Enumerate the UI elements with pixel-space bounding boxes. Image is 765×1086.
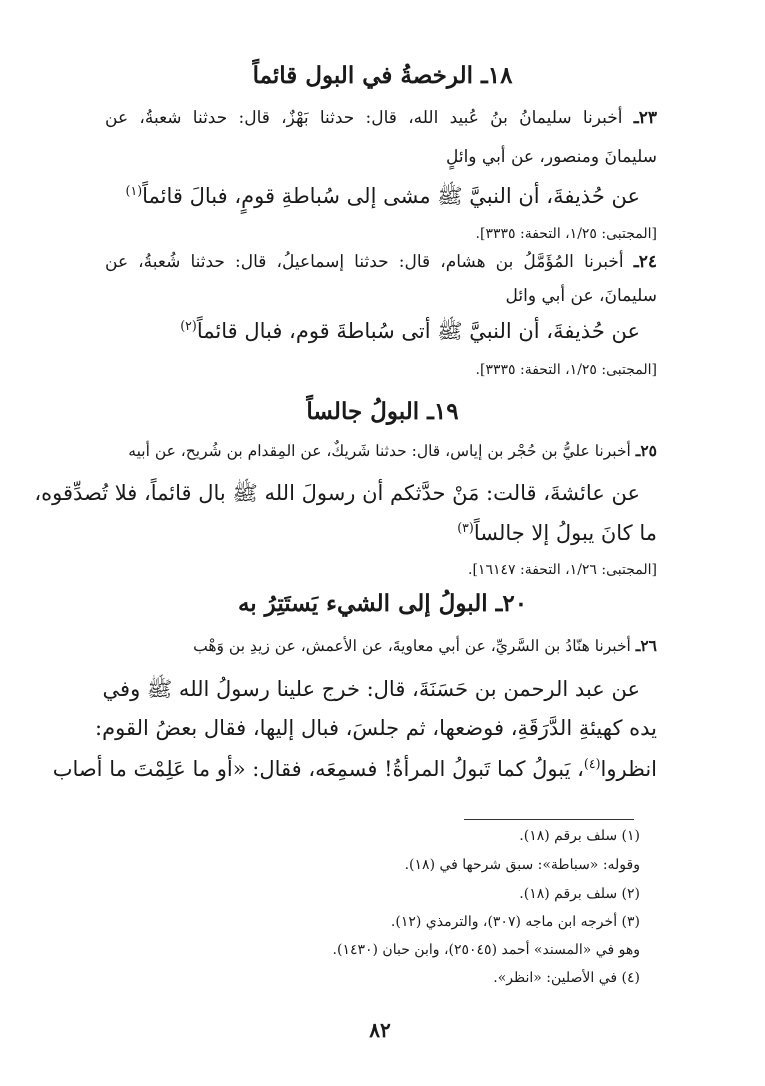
footnote-marker-2: (٢) [180, 318, 197, 333]
hadith-23-number: ٢٣ـ [633, 108, 657, 128]
hadith-25-reference: [المجتبى: ١/٢٦، التحفة: ١٦١٤٧]. [468, 562, 657, 578]
hadith-24-isnad-line-2: سليمانَ، عن أبي وائل [505, 286, 657, 306]
footnote-3: (٣) أخرجه ابن ماجه (٣٠٧)، والترمذي (١٢). [390, 914, 640, 930]
hadith-23-reference: [المجتبى: ١/٢٥، التحفة: ٣٣٣٥]. [475, 226, 657, 242]
hadith-26-number: ٢٦ـ [635, 636, 657, 655]
hadith-24-isnad-line-1 [105, 252, 657, 272]
footnote-marker-3: (٣) [457, 520, 474, 535]
page-number: ٨٢ [369, 1018, 391, 1042]
hadith-26-matn-word: انظروا [600, 757, 657, 781]
footnote-2: (٢) سلف برقم (١٨). [519, 886, 640, 902]
footnote-marker-1: (١) [125, 183, 143, 198]
hadith-26-isnad-line [105, 636, 657, 655]
footnote-4: (٤) في الأصلين: «انظر». [493, 970, 640, 986]
hadith-26-matn-line-1: عن عبد الرحمن بن حَسَنَةَ، قال: خرج علينا رسولُ الله ﷺ وفي [102, 677, 640, 701]
hadith-24-reference: [المجتبى: ١/٢٥، التحفة: ٣٣٣٥]. [475, 362, 657, 378]
hadith-23-matn-text: عن حُذيفةَ، أن النبيَّ ﷺ مشى إلى سُباطةِ قومٍ، فبالَ قائماً [142, 184, 640, 208]
hadith-25-matn-line-2 [105, 520, 657, 545]
footnote-1: (١) سلف برقم (١٨). [519, 828, 640, 844]
hadith-23-isnad-line-1 [105, 108, 657, 128]
hadith-25-number: ٢٥ـ [635, 441, 657, 460]
hadith-23-isnad-text: أخبرنا سليمانُ بنُ عُبيد الله، قال: حدثنا بَهْزٌ، قال: حدثنا شعبةُ، عن [105, 108, 623, 128]
hadith-25-matn-line-1: عن عائشةَ، قالت: مَنْ حدَّثكم أن رسولَ الله ﷺ بال قائماً، فلا تُصدِّقوه، [34, 481, 640, 505]
hadith-26-matn-line-2: يده كهيئةِ الدَّرَقَةِ، فوضعها، ثم جلسَ، فبال إليها، فقال بعضُ القوم: [95, 716, 657, 740]
hadith-23-matn [105, 183, 640, 214]
hadith-25-isnad-text: أخبرنا عليُّ بن حُجْر بن إياس، قال: حدثنا شَريكٌ، عن المِقدام بن شُريح، عن أبيه [128, 442, 631, 460]
hadith-26-matn-line-3 [52, 756, 657, 781]
footnote-divider [464, 819, 634, 820]
hadith-24-isnad-text: أخبرنا المُؤَمَّلُ بن هشام، قال: حدثنا إسماعيلُ، قال: حدثنا شُعبةُ، عن [105, 252, 624, 272]
hadith-23-isnad-line-2: سليمانَ ومنصور، عن أبي وائلٍ [445, 147, 657, 167]
section-18-heading: ١٨ـ الرخصةُ في البول قائماً [252, 62, 513, 89]
hadith-24-matn [105, 318, 640, 349]
hadith-25-isnad-line [105, 441, 657, 460]
hadith-26-isnad-text: أخبرنا هنّادُ بن السَّريِّ، عن أبي معاويةَ، عن الأعمش، عن زيدِ بن وَهْب [193, 637, 631, 655]
footnote-marker-4: (٤) [583, 756, 601, 771]
hadith-25-matn-text: ما كانَ يبولُ إلا جالساً [473, 521, 657, 545]
hadith-24-number: ٢٤ـ [633, 252, 657, 272]
section-20-heading: ٢٠ـ البولُ إلى الشيء يَستَتِرُ به [237, 590, 528, 617]
section-19-heading: ١٩ـ البولُ جالساً [306, 398, 459, 425]
footnote-1-continuation: وقوله: «سباطة»: سبق شرحها في (١٨). [404, 857, 640, 873]
hadith-24-matn-text: عن حُذيفةَ، أن النبيَّ ﷺ أتى سُباطةَ قوم، فبال قائماً [196, 319, 640, 343]
footnote-3-continuation: وهو في «المسند» أحمد (٢٥٠٤٥)، وابن حبان (١٤٣٠). [332, 942, 640, 958]
hadith-26-matn-text: ، يَبولُ كما تَبولُ المرأةُ! فسمِعَه، فقال: «أو ما عَلِمْتَ ما أصاب [52, 757, 584, 781]
